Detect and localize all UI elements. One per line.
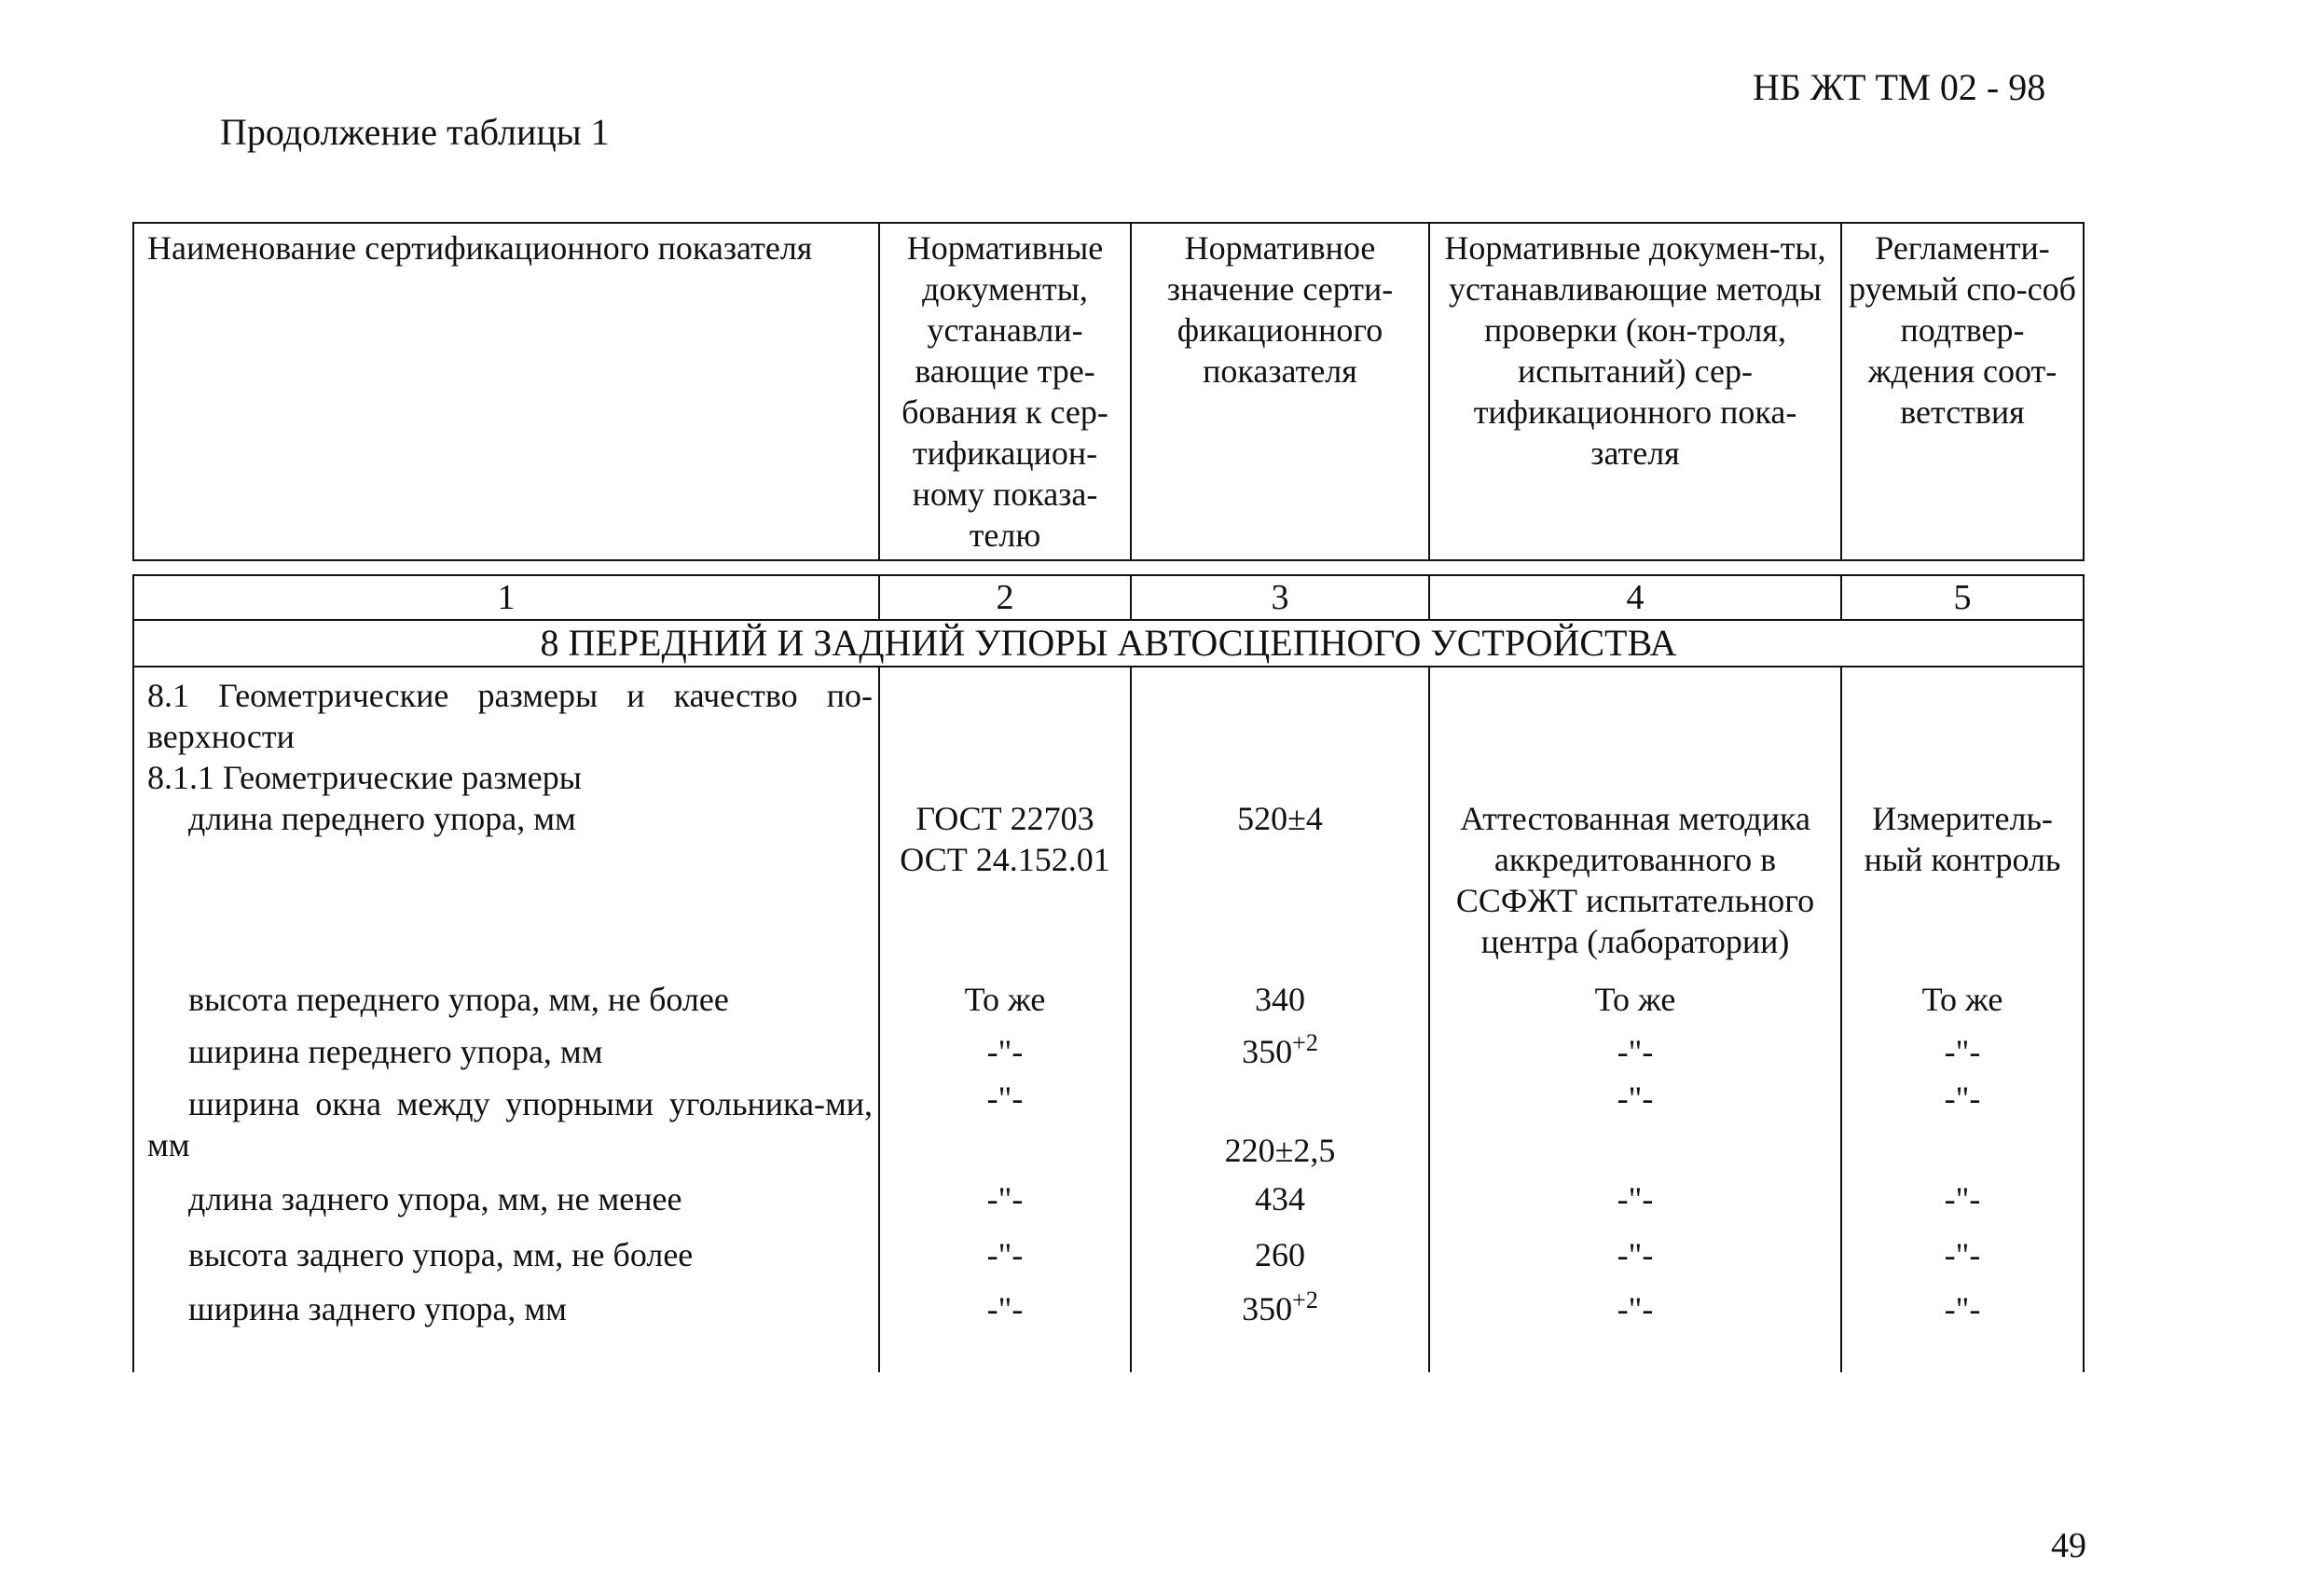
header-cell-indicator: Наименование сертификационного показателя [133,223,879,560]
header-cell-norm-docs: Нормативные документы, устанавли-вающие тре-бования к сер-тификацион-ному показа-телю [879,223,1131,560]
norm-value: 260 [1131,1227,1429,1283]
norm-doc: -"- [879,1227,1131,1283]
indicator-name: ширина заднего упора, мм [133,1283,879,1372]
table-header [132,222,2085,561]
confirmation-method: Измеритель-ный контроль [1841,798,2084,973]
group-heading-row [133,667,2084,757]
confirmation-method: -"- [1841,1025,2084,1078]
norm-doc: ГОСТ 22703 ОСТ 24.152.01 [879,798,1131,973]
indicator-name: длина заднего упора, мм, не менее [133,1171,879,1227]
page-number: 49 [2051,1526,2086,1565]
confirmation-method: -"- [1841,1227,2084,1283]
confirmation-method: То же [1841,973,2084,1025]
header-cell-norm-value: Нормативное значение серти-фикационного показателя [1131,223,1429,560]
norm-doc: -"- [879,1283,1131,1372]
confirmation-method: -"- [1841,1171,2084,1227]
norm-value-tolerance: +2 [1292,1286,1318,1314]
indicator-name: высота заднего упора, мм, не более [133,1227,879,1283]
norm-value-cell [1131,1283,1429,1372]
confirmation-method: -"- [1841,1078,2084,1171]
method-doc: То же [1429,973,1841,1025]
column-number: 3 [1131,575,1429,620]
indicator-name: высота переднего упора, мм, не более [133,973,879,1025]
group-heading-geometry-surface: 8.1 Геометрические размеры и качество по-верхности [133,667,879,757]
norm-value: 434 [1131,1171,1429,1227]
group-heading-row [133,757,2084,798]
table-row [133,973,2084,1025]
norm-value: 340 [1131,973,1429,1025]
confirmation-method: -"- [1841,1283,2084,1372]
norm-value: 220±2,5 [1131,1078,1429,1171]
table-row [133,1171,2084,1227]
column-number: 4 [1429,575,1841,620]
table-row [133,1283,2084,1372]
section-row [133,620,2084,667]
section-title: 8 ПЕРЕДНИЙ И ЗАДНИЙ УПОРЫ АВТОСЦЕПНОГО УСТРОЙСТВА [133,620,2084,667]
norm-doc: То же [879,973,1131,1025]
header-cell-method-docs: Нормативные докумен-ты, устанавливающие методы проверки (кон-троля, испытаний) сер-тификационного пока-зателя [1429,223,1841,560]
column-number: 5 [1841,575,2084,620]
table-row [133,1078,2084,1171]
header-row [133,223,2084,560]
norm-value: 350 [1242,1290,1293,1328]
method-doc: -"- [1429,1227,1841,1283]
header-cell-confirmation: Регламенти-руемый спо-соб подтвер-ждения соот-ветствия [1841,223,2084,560]
norm-value-cell [1131,1025,1429,1078]
group-heading-geometry: 8.1.1 Геометрические размеры [133,757,879,798]
indicator-name: ширина окна между упорными угольника-ми, мм [133,1078,879,1171]
table-continuation-label: Продолжение таблицы 1 [220,111,610,153]
norm-doc: -"- [879,1171,1131,1227]
norm-doc: -"- [879,1078,1131,1171]
method-doc: -"- [1429,1025,1841,1078]
indicator-name: ширина переднего упора, мм [133,1025,879,1078]
table-row [133,1227,2084,1283]
table-row [133,1025,2084,1078]
method-doc: -"- [1429,1078,1841,1171]
document-code: НБ ЖТ ТМ 02 - 98 [1753,66,2046,108]
norm-value-tolerance: +2 [1292,1029,1318,1056]
column-number: 1 [133,575,879,620]
column-number-row [133,575,2084,620]
norm-value: 350 [1242,1033,1293,1070]
method-doc: Аттестованная методика аккредитованного в ССФЖТ испытательного центра (лаборатории) [1429,798,1841,973]
indicator-name: длина переднего упора, мм [133,798,879,973]
column-number: 2 [879,575,1131,620]
table-row [133,798,2084,973]
norm-value: 520±4 [1131,798,1429,973]
method-doc: -"- [1429,1171,1841,1227]
method-doc: -"- [1429,1283,1841,1372]
norm-doc: -"- [879,1025,1131,1078]
table-body [132,574,2085,1372]
